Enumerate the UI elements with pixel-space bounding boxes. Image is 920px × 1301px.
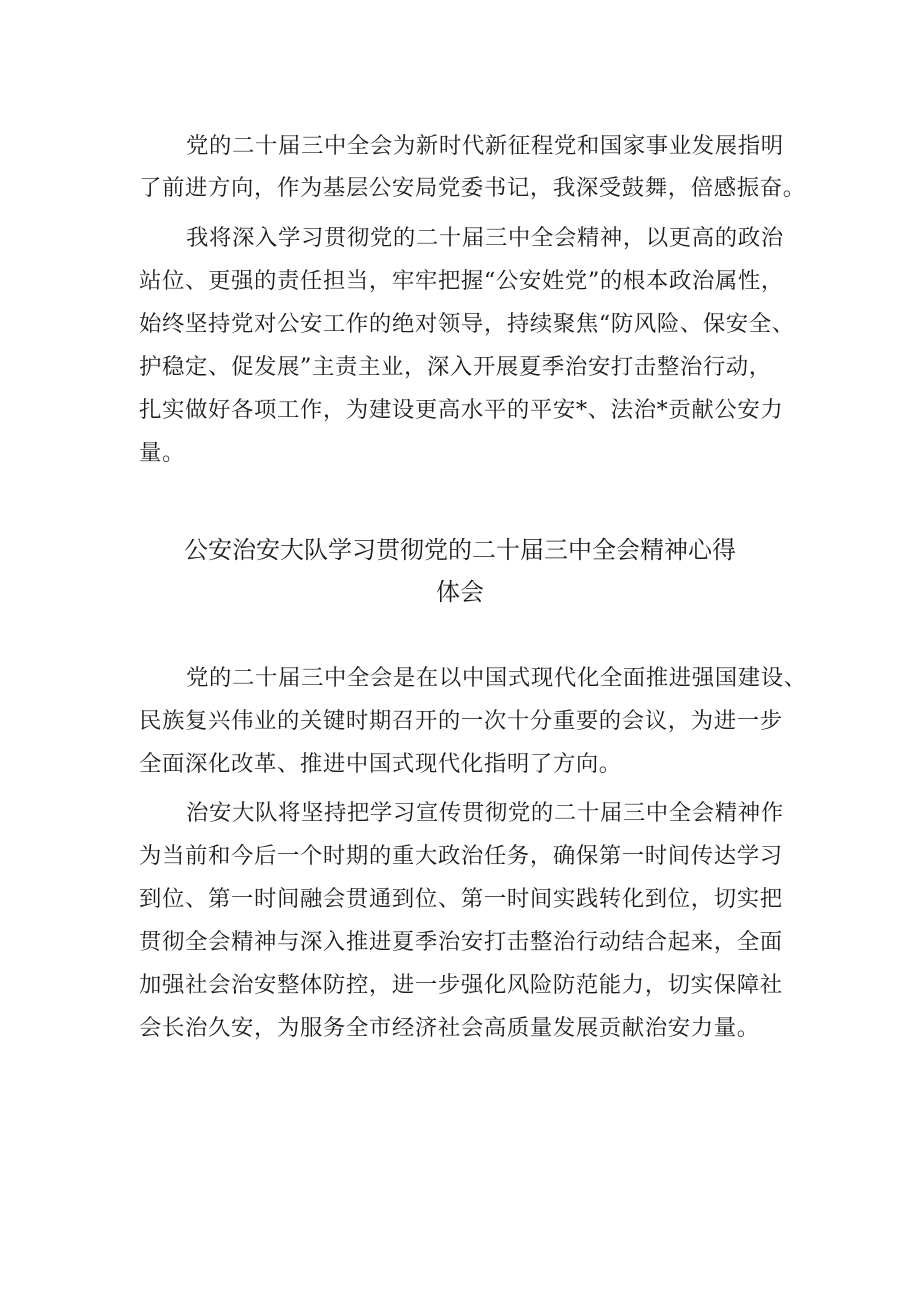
paragraph-line: 全面深化改革、推进中国式现代化指明了方向。 — [139, 751, 622, 777]
paragraph-line: 会长治久安，为服务全市经济社会高质量发展贡献治安力量。 — [139, 1015, 760, 1041]
paragraph-line: 贯彻全会精神与深入推进夏季治安打击整治行动结合起来，全面 — [139, 929, 783, 955]
paragraph-line: 民族复兴伟业的关键时期召开的一次十分重要的会议，为进一步 — [139, 708, 783, 734]
paragraph-line: 党的二十届三中全会为新时代新征程党和国家事业发展指明 — [186, 133, 784, 159]
paragraph-line: 量。 — [139, 440, 185, 466]
paragraph-line: 始终坚持党对公安工作的绝对领导，持续聚焦“防风险、保安全、 — [139, 311, 795, 337]
paragraph-line: 护稳定、促发展”主责主业，深入开展夏季治安打击整治行动， — [139, 354, 772, 380]
section-title: 公安治安大队学习贯彻党的二十届三中全会精神心得 — [184, 536, 736, 564]
paragraph-line: 扎实做好各项工作，为建设更高水平的平安*、法治*贡献公安力 — [139, 397, 784, 423]
paragraph-line: 加强社会治安整体防控，进一步强化风险防范能力，切实保障社 — [139, 972, 783, 998]
paragraph-line: 到位、第一时间融会贯通到位、第一时间实践转化到位，切实把 — [139, 886, 783, 912]
paragraph-line: 党的二十届三中全会是在以中国式现代化全面推进强国建设、 — [186, 665, 807, 691]
paragraph-line: 了前进方向，作为基层公安局党委书记，我深受鼓舞，倍感振奋。 — [139, 175, 806, 201]
paragraph-line: 站位、更强的责任担当，牢牢把握“公安姓党”的根本政治属性， — [139, 268, 784, 294]
section-title: 体会 — [436, 578, 484, 606]
paragraph-line: 治安大队将坚持把学习宣传贯彻党的二十届三中全会精神作 — [186, 800, 784, 826]
paragraph-line: 为当前和今后一个时期的重大政治任务，确保第一时间传达学习 — [139, 843, 783, 869]
paragraph-line: 我将深入学习贯彻党的二十届三中全会精神，以更高的政治 — [186, 225, 784, 251]
